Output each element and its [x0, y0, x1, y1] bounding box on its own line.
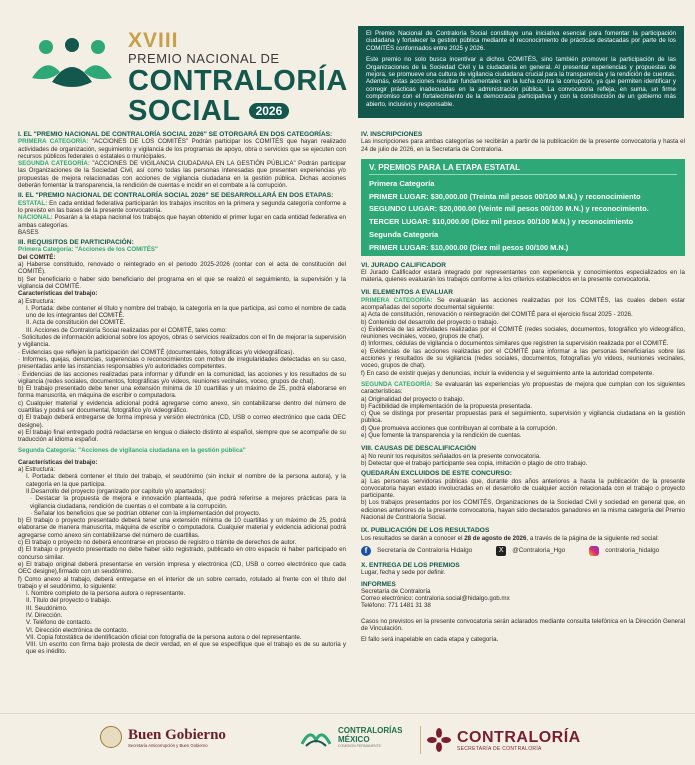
list-item: VII. Copia fotostática de identificación oficial con fotografía de la persona autora o del representante. — [26, 633, 302, 641]
coat-of-arms-icon — [100, 726, 122, 748]
contraloria-hidalgo-logo — [420, 726, 581, 754]
list-item: I. Portada: debe contener el título y nombre del trabajo, la categoría en la que participa, así como el nombre de cada uno de los integrantes del COMITÉ. — [26, 304, 346, 320]
intro-paragraph-1: El Premio Nacional de Contraloría Social constituye una iniciativa esencial para fomentar la participación ciudadana y fortalecer la gestión pública mediante el reconocimiento de prácticas destacadas por parte de los COMITÉS conformados entre 2025 y 2026. — [366, 30, 676, 52]
list-item: a) No reunir los requisitos señalados en la presente convocatoria. — [361, 452, 541, 460]
exclusions-title: QUEDARÁN EXCLUIDOS DE ESTE CONCURSO: — [361, 470, 512, 478]
s7-category-1: PRIMERA CATEGORÍA: Se evaluarán las acciones realizadas por los COMITÉS, las cuales deben estar acompañadas del soporte documental siguiente: — [361, 296, 685, 311]
prize-item: SEGUNDO LUGAR: $20,000.00 (Veinte mil pesos 00/100 M.N.) y reconocimiento. — [369, 204, 649, 214]
list-item: IV. Dirección. — [26, 612, 63, 619]
list-item: b) El trabajo o proyecto presentado deberá tener una extensión mínima de 10 cuartillas y un máximo de 25, podrá elaborarse de manera manuscrita, máquina de escribir o computadora. Cualquier material y evidencia adicional podrá agregarse como anexo sin contabilizarse del número de cuartillas. — [18, 517, 346, 539]
instagram-icon[interactable] — [589, 546, 599, 556]
cm-line2: MÉXICO — [338, 735, 370, 744]
list-item: I. Nombre completo de la persona autora o representante. — [26, 590, 186, 598]
list-item: c) Cualquier material y evidencia adicional podrá agregarse como anexo, sin contabilizarse dentro del número de cuartillas y podrá ser documental, fotográfico y/o videográfico. — [18, 399, 346, 414]
section-1-title: I. EL "PREMIO NACIONAL DE CONTRALORÍA SOCIAL 2026" SE OTORGARÁ EN DOS CATEGORÍAS: — [18, 131, 333, 138]
title-social: SOCIAL — [128, 95, 241, 127]
s2-stage-2: NACIONAL: Posarán a la etapa nacional los trabajos que hayan obtenido el primer lugar en cada entidad federativa en ambas categorías. — [18, 214, 346, 229]
right-column — [361, 128, 685, 644]
prize-category-1: Primera Categoría — [369, 178, 435, 188]
informes-phone: Teléfono: 771 1481 31 38 — [361, 602, 431, 610]
list-item: · Solicitudes de información adicional sobre los apoyos, obras o servicios realizados con el fin de mejorar la supervisión y vigilancia. — [18, 334, 346, 349]
list-item: III. Seudónimo. — [26, 604, 68, 612]
list-item: · Destacar la propuesta de mejora e innovación planteada, que podrá referirse a mejores prácticas para la vigilancia ciudadana, rendición de cuentas o el combate a la corrupción. — [30, 495, 346, 510]
contralorias-mexico-icon — [300, 726, 332, 748]
bases-label: BASES — [18, 228, 39, 236]
prize-title: V. PREMIOS PARA LA ETAPA ESTATAL — [369, 161, 677, 175]
list-item: d) El trabajo o proyecto presentado no debe haber sido registrado, publicado en otro espacio ni haber participado en concurso similar. — [18, 546, 346, 561]
s3-req-b: b) Ser beneficiario o haber sido beneficiario del programa en el que se realizó el seguimiento, la supervisión y la vigilancia del COMITÉ. — [18, 275, 346, 290]
list-item: d) El trabajo deberá entregarse de forma impresa y versión electrónica (CD, USB o correo electrónico que cada OEC designe). — [18, 414, 346, 429]
s3-category-1: Primera Categoría: "Acciones de los COMITÉS" — [18, 246, 158, 254]
divider — [420, 726, 421, 754]
section-4-title: IV. INSCRIPCIONES — [361, 131, 423, 138]
list-item: c) Evidencia de las actividades realizadas por el COMITÉ (redes sociales, documentos, fotográfico y/o videográfico, reuniones vecinales, voceo, grupos de chat). — [361, 325, 685, 341]
list-item: a) Estructura: — [18, 297, 56, 305]
contraloria-sub: SECRETARÍA DE CONTRALORÍA — [457, 745, 542, 752]
list-item: · Señalar los beneficios que se podrían obtener con la implementación del proyecto. — [30, 509, 261, 517]
edition-numeral: XVIII — [128, 29, 179, 52]
flower-emblem-icon — [427, 728, 451, 752]
prize-item: TERCER LUGAR: $10,000.00 (Diez mil pesos 00/100 M.N.) y reconocimiento — [369, 216, 634, 226]
list-item: b) Factibilidad de implementación de la propuesta presentada. — [361, 402, 532, 410]
prize-item: PRIMER LUGAR: $10,000.00 (Diez mil pesos 00/100 M.N.) — [369, 243, 569, 253]
x-twitter-icon[interactable]: X — [496, 546, 506, 556]
section-3-title: III. REQUISITOS DE PARTICIPACIÓN: — [18, 239, 134, 247]
prize-box — [361, 159, 685, 256]
s4-text: Las inscripciones para ambas categorías se recibirán a partir de la publicación de la presente convocatoria y hasta el 24 de julio de 2026, en la Secretaría de Contraloría. — [361, 138, 685, 153]
buen-gobierno-logo — [100, 726, 226, 748]
instagram-link[interactable]: contraloria_hidalgo — [605, 547, 660, 555]
premio-subtitle: PREMIO NACIONAL DE — [128, 51, 280, 66]
prize-item: PRIMER LUGAR: $30,000.00 (Treinta mil pesos 00/100 M.N.) y reconocimiento — [369, 191, 641, 201]
list-item: · Evidencias que reflejen la participación del COMITÉ (documentales, fotográficas y/o videográficas). — [18, 348, 295, 356]
premio-logo-icon — [30, 38, 114, 90]
buen-gobierno-sub: Secretaría Anticorrupción y Buen Gobierno — [128, 742, 208, 748]
s3-category-2: Segunda Categoría: "Acciones de vigilancia ciudadana en la gestión pública" — [18, 447, 246, 455]
note-text: Casos no previstos en la presente convocatoria serán aclarados mediante consulta telefónica en la Dirección General de Vinculación. — [361, 617, 685, 632]
list-item: II.Desarrollo del proyecto (organizado por capítulo y/o apartados): — [26, 487, 207, 495]
buen-gobierno-name: Buen Gobierno — [128, 726, 226, 743]
s3-characteristics: Características del trabajo: — [18, 290, 98, 298]
s3-req-a: a) Haberse constituido, renovado o reintegrado en el periodo 2025-2026 (contar con el acta de constitución del COMITÉ). — [18, 261, 346, 276]
list-item: c) Que se distinga por presentar propuestas para el seguimiento, supervisión y vigilancia ciudadana en la gestión pública. — [361, 410, 685, 425]
s6-text: El Jurado Calificador estará integrado por representantes con experiencia y conocimientos especializados en la materia, quienes evaluarán los trabajos conforme a los criterios establecidos en la presente convocatoria. — [361, 268, 685, 284]
year-badge: 2026 — [249, 103, 290, 119]
twitter-link[interactable]: @Contraloria_Hgo — [512, 547, 566, 555]
list-item: V. Teléfono de contacto. — [26, 619, 92, 627]
s1-category-2: SEGUNDA CATEGORÍA: "ACCIONES DE VIGILANCIA CIUDADANA EN LA GESTIÓN PÚBLICA" Podrán participar las Organizaciones de la Sociedad Civil, así como todas las personas interesadas que presenten experiencias y/o propuestas de mejora relacionadas con acciones de vigilancia ciudadana en la gestión pública. Dichas acciones deberán fomentar la transparencia, la rendición de cuentas e incidir en el combate a la corrupción. — [18, 160, 347, 190]
list-item: · Evidencias de las acciones realizadas para informar y difundir en la comunidad, las acciones y los resultados de su vigilancia (redes sociales, documentos, fotográficas y/o videos, reuniones vecinales, voceo, grupos de chat). — [18, 370, 346, 385]
list-item: II. Título del proyecto o trabajo. — [26, 597, 112, 605]
list-item: VI. Dirección electrónica de contacto. — [26, 626, 129, 634]
section-2-title: II. EL "PREMIO NACIONAL DE CONTRALORÍA SOCIAL 2026" SE DESARROLLARÁ EN DOS ETAPAS: — [18, 192, 334, 200]
header — [0, 0, 695, 127]
list-item: d) Informes, cédulas de vigilancia o documentos similares que registren la supervisión realizada por el COMITÉ. — [361, 340, 669, 348]
s3-characteristics-2: Características del trabajo: — [18, 458, 98, 466]
list-item: e) El trabajo final entregado podrá redactarse en lengua o dialecto distinto al español, siempre que se acompañe de su traducción al idioma español. — [18, 428, 346, 444]
list-item: b) Contenido del desarrollo del proyecto o trabajo. — [361, 318, 499, 326]
facebook-link[interactable]: Secretaría de Contraloría Hidalgo — [377, 547, 473, 555]
cm-sub: COMISIÓN PERMANENTE — [338, 744, 381, 748]
list-item: I. Portada: deberá contener el título del trabajo, el seudónimo (sin incluir el nombre de la persona autora), y la categoría en la que participa. — [26, 473, 346, 488]
list-item: b) Los trabajos presentados por los COMITÉS, Organizaciones de la Sociedad Civil y sociedad en general que, en ediciones anteriores de la presente convocatoria, hayan sido declarados ganadores en la misma categoría del Premio Nacional de Contraloría Social. — [361, 499, 685, 522]
contraloria-name: CONTRALORÍA — [457, 728, 581, 746]
informes-email[interactable]: Correo electrónico: contraloria.social@hidalgo.gob.mx — [361, 595, 510, 603]
informes-title: INFORMES — [361, 580, 396, 588]
list-item: e) Que fomente la transparencia y la rendición de cuentas. — [361, 432, 522, 440]
section-6-title: VI. JURADO CALIFICADOR — [361, 261, 446, 269]
list-item: d) Que promueva acciones que contribuyan al combate a la corrupción. — [361, 424, 558, 432]
note-text: El fallo será inapelable en cada etapa y categoría. — [361, 636, 499, 644]
footer — [0, 713, 695, 765]
list-item: a) Estructura: — [18, 466, 56, 474]
list-item: f) Como anexo al trabajo, deberá entregarse en el interior de un sobre cerrado, rotulado al frente con el título del trabajo y el seudónimo, lo siguiente: — [18, 575, 346, 590]
section-8-title: VIII. CAUSAS DE DESCALIFICACIÓN — [361, 445, 477, 453]
prize-category-2: Segunda Categoría — [369, 230, 439, 240]
section-9-title: IX. PUBLICACIÓN DE LOS RESULTADOS — [361, 527, 490, 535]
list-item: b) Detectar que el trabajo participante sea copia, imitación o plagio de otro trabajo. — [361, 459, 588, 467]
s7-category-2: SEGUNDA CATEGORÍA: Se evaluarán las experiencias y/o propuestas de mejora que cumplan con los siguientes características: — [361, 380, 685, 396]
left-column — [18, 128, 346, 656]
list-item: a) Las personas servidoras públicas que, durante dos años anteriores a hasta la publicación de la presente convocatoria hayan estado involucradas en el desarrollo de cualquier acción relacionada con el trabajo o proyecto participante. — [361, 477, 685, 500]
list-item: e) Evidencias de las acciones realizadas por el COMITÉ para informar a las personas beneficiarias sobre las acciones y resultados de su vigilancia (redes sociales, documentos, fotografías y/o videos, reuniones vecinales, voceo, grupos de chat). — [361, 347, 685, 370]
s10-text: Lugar, fecha y sede por definir. — [361, 569, 446, 577]
s2-stage-1: ESTATAL: En cada entidad federativa participarán los trabajos inscritos en la primera y segunda categoría conforme a lo previsto en las bases de la presente convocatoria. — [18, 199, 346, 214]
list-item: c) El trabajo o proyecto no deberá encontrarse en proceso de registro o trámite de derechos de autor. — [18, 539, 297, 547]
social-links — [361, 546, 685, 556]
list-item: a) Acta de constitución, renovación o reintegración del COMITÉ para el ejercicio fiscal 2025 - 2026. — [361, 311, 633, 319]
facebook-icon[interactable]: f — [361, 546, 371, 556]
intro-box — [358, 26, 684, 118]
list-item: f) En caso de existir quejas y denuncias, incluir la evidencia y el seguimiento ante la autoridad competente. — [361, 369, 655, 377]
list-item: e) El trabajo original deberá presentarse en versión impresa y electrónica (CD, USB o correo electrónico que cada OEC designe),firmado con un seudónimo. — [18, 560, 346, 576]
informes-line: Secretaría de Contraloría — [361, 587, 431, 595]
list-item: · Informes, quejas, denuncias, sugerencias o reconocimientos con motivo de irregularidades detectadas en su caso, presentadas ante las instancias responsables y/o autoridades competentes. — [18, 355, 346, 371]
s9-text: Los resultados se darán a conocer el 28 de agosto de 2026, a través de la página de la siguiente red social: — [361, 534, 659, 542]
list-item: a) Originalidad del proyecto o trabajo. — [361, 395, 465, 403]
title-block — [128, 30, 348, 126]
section-7-title: VII. ELEMENTOS A EVALUAR — [361, 289, 453, 297]
section-10-title: X. ENTREGA DE LOS PREMIOS — [361, 561, 460, 569]
title-social-row — [128, 96, 348, 126]
s1-category-1: PRIMERA CATEGORÍA: "ACCIONES DE LOS COMITÉS" Podrán participar los COMITÉS que hayan realizado actividades de organización, seguimiento y vigilancia de los programas de apoyo, obra o servicios que se ejecuten con recursos públicos federales o estatales o municipales. — [18, 138, 347, 160]
list-item: VIII. Un escrito con firma bajo protesta de decir verdad, en el que se especifique que el trabajo es de su autoría y que es inédito. — [26, 641, 346, 656]
contralorias-mexico-logo — [300, 726, 402, 748]
title-contraloria: CONTRALORÍA — [128, 65, 348, 97]
intro-paragraph-2: Este premio no solo busca incentivar a dichos COMITÉS, sino también promover la participación de las Organizaciones de la Sociedad Civil y la ciudadanía en general. Al presentar experiencias y propuestas de mejora, se promueve una cultura de vigilancia ciudadana crucial para la transparencia y la rendición de cuentas. Además, estas acciones resultan fundamentales en la lucha contra la corrupción, ya que permiten identificar y corregir prácticas inadecuadas en la administración pública. La convocatoria refleja, en suma, un firme compromiso con el fortalecimiento de la democracia participativa y con la construcción de un gobierno más abierto, inclusivo y responsable. — [366, 56, 676, 108]
list-item: b) El trabajo presentado debe tener una extensión mínima de 10 cuartillas y un máximo de 25, podrá elaborarse en forma manuscrita, en máquina de escribir o computadora. — [18, 385, 346, 400]
list-item: II. Acta de constitución del COMITÉ. — [26, 319, 126, 327]
cm-line1: CONTRALORÍAS — [338, 726, 403, 735]
s3-del-comite: Del COMITÉ: — [18, 253, 56, 261]
list-item: III. Acciones de Contraloría Social realizadas por el COMITÉ, tales como: — [26, 326, 227, 334]
